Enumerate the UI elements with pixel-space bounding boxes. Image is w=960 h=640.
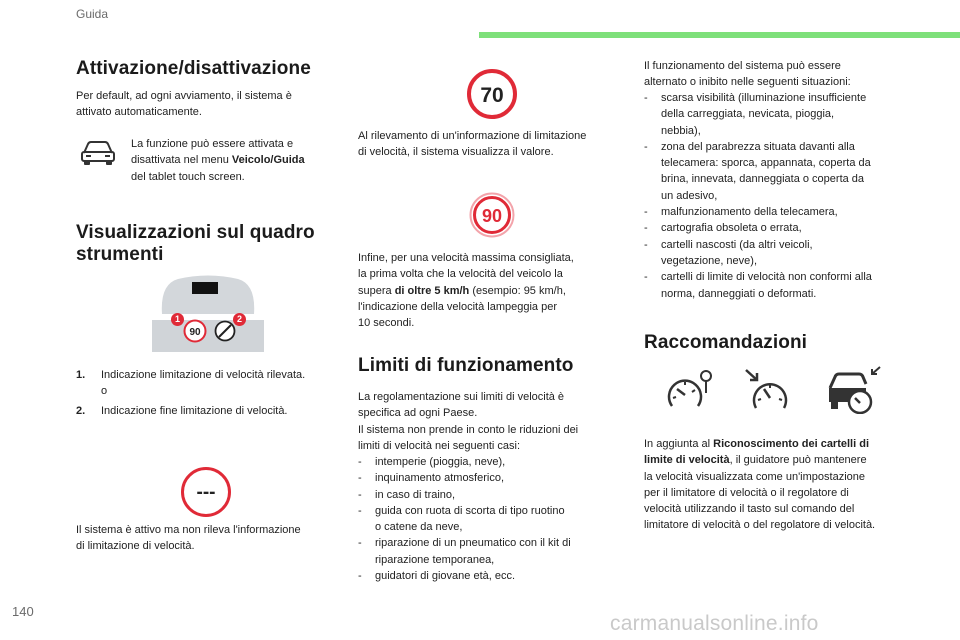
dashboard-illustration [152,272,264,352]
car-icon [80,140,116,166]
list-item: 2. Indicazione fine limitazione di velocità. [76,405,288,417]
end-of-limit-sign-small [214,320,236,342]
list-item: - cartelli nascosti (da altri veicoli, vegetazione, neve), [644,238,813,267]
speed-limit-sign-90-value: 90 [481,206,503,226]
paragraph-regulations: La regolamentazione sui limiti di velocità è specifica ad ogni Paese. Il sistema non prende in conto le riduzioni dei limiti di velocità nei seguenti casi: [358,391,579,452]
header-accent-bar [479,32,960,38]
situations-list [644,90,924,302]
speed-limit-sign-small [183,319,207,343]
list-item: - guidatori di giovane età, ecc. [358,570,516,583]
list-item: - guida con ruota di scorta di tipo ruotino o catene da neve, [358,504,565,534]
heading-limits: Limiti di funzionamento [358,355,574,376]
header-label: Guida [76,7,109,21]
heading-display: Visualizzazioni sul quadro strumenti [76,222,315,265]
paragraph-detect: Al rilevamento di un'informazione di limitazione di velocità, il sistema visualizza il valore. [358,130,587,159]
list-item: - malfunzionamento della telecamera, [644,206,838,219]
paragraph-default: Per default, ad ogni avviamento, il sistema è attivato automaticamente. [76,90,292,119]
no-limit-sign-text: --- [196,482,216,503]
heading-activation: Attivazione/disattivazione [76,58,311,79]
list-item: - riparazione di un pneumatico con il kit di riparazione temporanea, [358,537,571,566]
paragraph-recommendation: In aggiunta al Riconoscimento dei cartelli di limite di velocità, il guidatore può mantenere la velocità visualizzata come un'impostazione per il limitatore di velocità o il regolatore di velocità utilizzando il tasto sul comando del limitatore di velocità o del regolatore di velocità. [644,438,876,532]
paragraph-active: Il sistema è attivo ma non rileva l'informazione di limitazione di velocità. [76,524,301,553]
car-speedometer-icon [826,366,882,414]
speed-limit-sign-70 [466,68,518,120]
list-item: - zona del parabrezza situata davanti alla telecamera: sporca, appannata, coperta da brina, innevata, danneggiata o coperta da un adesivo, [644,140,871,202]
list-item: 1. Indicazione limitazione di velocità rilevata. o [76,369,306,398]
paragraph-overspeed: Infine, per una velocità massima consigliata, la prima volta che la velocità del veicolo la supera di oltre 5 km/h (esempio: 95 km/h, l'indicazione della velocità lampeggia per 10 secondi. [358,252,574,330]
no-limit-sign [180,466,232,518]
limits-list [358,454,618,584]
list-item: - intemperie (pioggia, neve), [358,456,506,468]
list-item: - in caso di traino, [358,488,456,501]
callout-badge-2: 2 [233,313,246,326]
callout-badge-1: 1 [171,313,184,326]
speedometer-arrow-icon [744,368,796,412]
page-number: 140 [12,604,34,619]
watermark: carmanualsonline.info [610,612,819,635]
list-item: - cartelli di limite di velocità non conformi alla norma, danneggiati o deformati. [644,271,872,300]
menu-path: Veicolo/Guida [231,154,305,167]
paragraph-menu: La funzione può essere attivata e disattivata nel menu Veicolo/Guida del tablet touch screen. [131,138,305,183]
speedometer-key-icon [664,368,716,412]
list-item: - cartografia obsoleta o errata, [644,222,802,235]
heading-recommendations: Raccomandazioni [644,332,808,353]
list-item: - inquinamento atmosferico, [358,472,505,485]
speed-limit-sign-70-value: 70 [480,84,504,107]
speed-limit-sign-90-flashing [469,192,515,238]
list-item: - scarsa visibilità (illuminazione insufficiente della carreggiata, nevicata, pioggia, nebbia), [644,92,867,137]
speed-limit-sign-small-value: 90 [189,327,201,338]
paragraph-intro: Il funzionamento del sistema può essere alternato o inibito nelle seguenti situazioni: [644,60,851,89]
